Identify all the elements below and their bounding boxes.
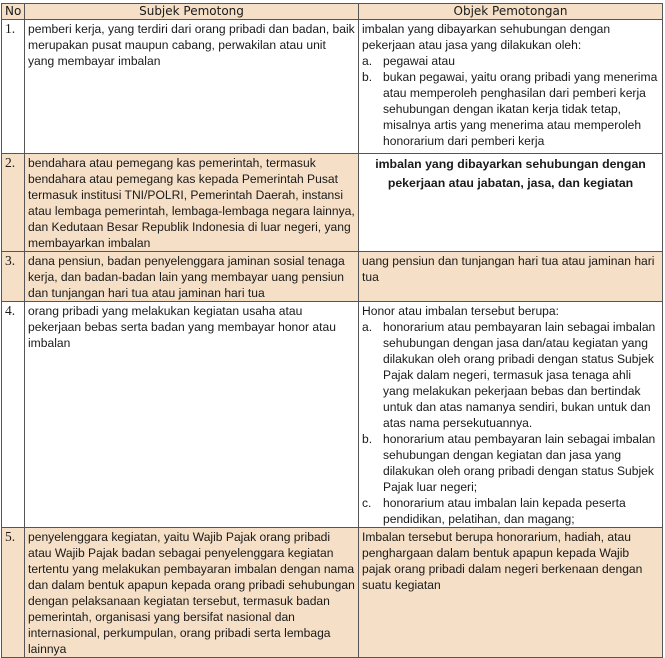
list-marker: b. — [362, 70, 373, 84]
list-marker: a. — [362, 320, 373, 334]
row-number: 5. — [2, 528, 25, 658]
row-number: 2. — [2, 154, 25, 252]
subjek-text: orang pribadi yang melakukan kegiatan usaha atau pekerjaan bebas serta badan yang membayar honor atau imbalan — [28, 304, 336, 350]
list-item — [362, 69, 659, 149]
objek-cell — [359, 252, 663, 302]
objek-intro: uang pensiun dan tunjangan hari tua atau jaminan hari tua — [362, 254, 655, 284]
row-number: 1. — [2, 20, 25, 154]
subjek-cell — [25, 20, 359, 154]
list-item-text: honorarium atau pembayaran lain sebagai imbalan sehubungan dengan kegiatan dan jasa yang dilakukan oleh orang pribadi dengan status Subjek Pajak luar negeri; — [383, 432, 656, 494]
objek-cell — [359, 528, 663, 658]
row-number: 3. — [2, 252, 25, 302]
list-marker: a. — [362, 54, 373, 68]
table-row — [2, 154, 663, 252]
table-row — [2, 20, 663, 154]
list-item — [362, 53, 659, 69]
subjek-cell — [25, 154, 359, 252]
header-no: No — [2, 4, 25, 20]
list-item — [362, 495, 659, 527]
list-item-text: pegawai atau — [383, 54, 455, 68]
objek-list — [362, 319, 659, 527]
subjek-cell — [25, 528, 359, 658]
objek-intro: Imbalan tersebut berupa honorarium, hadiah, atau penghargaan dalam bentuk apapun kepada Wajib pajak orang pribadi dalam negeri berkenaan dengan suatu kegiatan — [362, 530, 643, 592]
objek-cell — [359, 302, 663, 528]
table-row — [2, 252, 663, 302]
list-item-text: honorarium atau imbalan lain kepada peserta pendidikan, pelatihan, dan magang; — [383, 496, 626, 526]
header-objek-pemotongan: Objek Pemotongan — [359, 4, 663, 20]
header-subjek-pemotong: Subjek Pemotong — [25, 4, 359, 20]
list-marker: c. — [362, 496, 372, 510]
table-header-row — [2, 4, 663, 20]
subjek-text: bendahara atau pemegang kas pemerintah, termasuk bendahara atau pemegang kas kepada Pemerintah Pusat termasuk institusi TNI/POLRI, Pemerintah Daerah, instansi atau lembaga pemerintah, lembaga-lembaga negara lainnya, dan Kedutaan Besar Republik Indonesia di luar negeri, yang membayarkan imbalan — [28, 156, 355, 250]
pph21-subject-object-table — [1, 3, 663, 658]
table-row — [2, 528, 663, 658]
list-marker: b. — [362, 432, 373, 446]
objek-intro: imbalan yang dibayarkan sehubungan dengan pekerjaan atau jabatan, jasa, dan kegiatan — [375, 157, 646, 190]
table-row — [2, 302, 663, 528]
list-item — [362, 319, 659, 431]
row-number: 4. — [2, 302, 25, 528]
objek-intro: imbalan yang dibayarkan sehubungan dengan pekerjaan atau jasa yang dilakukan oleh: — [362, 22, 611, 52]
subjek-cell — [25, 252, 359, 302]
objek-cell — [359, 154, 663, 252]
subjek-text: penyelenggara kegiatan, yaitu Wajib Pajak orang pribadi atau Wajib Pajak badan sebagai penyelenggara kegiatan tertentu yang melakukan pembayaran imbalan dengan nama dan dalam bentuk apapun kepada orang pribadi sehubungan dengan pelaksanaan kegiatan tersebut, termasuk badan pemerintah, organisasi yang bersifat nasional dan internasional, perkumpulan, orang pribadi serta lembaga lainnya — [28, 530, 355, 656]
objek-intro: Honor atau imbalan tersebut berupa: — [362, 304, 559, 318]
subjek-text: dana pensiun, badan penyelenggara jaminan sosial tenaga kerja, dan badan-badan lain yang membayar uang pensiun dan tunjangan hari tua atau jaminan hari tua — [28, 254, 345, 300]
list-item-text: honorarium atau pembayaran lain sebagai imbalan sehubungan dengan jasa dan/atau kegiatan yang dilakukan oleh orang pribadi dengan status Subjek Pajak dalam negeri, termasuk jasa tenaga ahli yang melakukan pekerjaan bebas dan bertindak untuk dan atas namanya sendiri, bukan untuk dan atas nama persekutuannya. — [383, 320, 656, 430]
subjek-cell — [25, 302, 359, 528]
subjek-text: pemberi kerja, yang terdiri dari orang pribadi dan badan, baik merupakan pusat maupun cabang, perwakilan atau unit yang membayar imbalan — [28, 22, 355, 68]
objek-list — [362, 53, 659, 149]
list-item — [362, 431, 659, 495]
list-item-text: bukan pegawai, yaitu orang pribadi yang menerima atau memperoleh penghasilan dari pemberi kerja sehubungan dengan ikatan kerja tidak tetap, misalnya artis yang menerima atau memperoleh honorarium dari pemberi kerja — [383, 70, 658, 148]
objek-cell — [359, 20, 663, 154]
